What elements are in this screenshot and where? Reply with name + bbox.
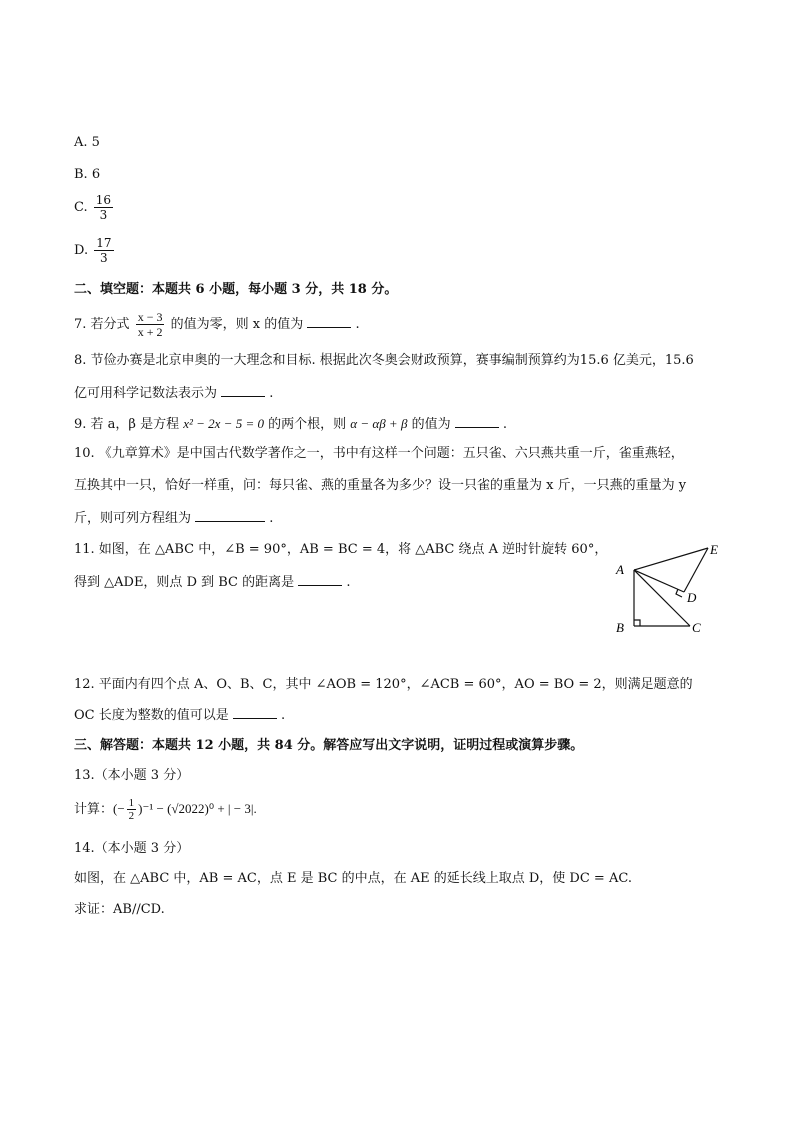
choice-d-numerator: 17 — [96, 236, 112, 250]
choice-c-fraction — [94, 193, 113, 222]
question-9 — [74, 415, 507, 434]
question-14-title: 14.（本小题 3 分） — [74, 841, 190, 856]
choice-c-numerator: 16 — [95, 193, 112, 207]
question-11-line1: 11. 如图，在 △ABC 中，∠B = 90°，AB = BC = 4，将 △ABC 绕点 A 逆时针旋转 60°， — [74, 542, 608, 557]
choice-d — [74, 236, 116, 265]
question-11-line2 — [74, 573, 351, 592]
choice-d-denominator: 3 — [100, 251, 108, 265]
q11-answer-blank — [298, 573, 342, 586]
choice-b: B. 6 — [74, 167, 101, 182]
label-b: B — [616, 620, 624, 635]
label-d: D — [687, 590, 697, 605]
q9-end: . — [502, 417, 508, 432]
choice-c — [74, 193, 115, 222]
question-12-line1: 12. 平面内有四个点 A、O、B、C，其中 ∠AOB = 120°，∠ACB = 60°，AO = BO = 2，则满足题意的 — [74, 677, 693, 692]
q8-answer-blank — [221, 384, 265, 397]
q9-post: 的值为 — [411, 417, 451, 432]
question-13-expression — [74, 797, 257, 822]
q7-numerator: x − 3 — [137, 310, 163, 324]
q9-mid: 的两个根，则 — [268, 417, 347, 432]
q7-pre: 7. 若分式 — [74, 317, 130, 332]
q9-pre: 9. 若 a，β 是方程 — [74, 417, 180, 432]
question-10-line3 — [74, 509, 273, 528]
q9-expression: α − αβ + β — [350, 416, 408, 431]
q11-end: . — [346, 575, 351, 590]
q10-line3-text: 斤，则可列方程组为 — [74, 511, 192, 526]
question-14-line1: 如图，在 △ABC 中，AB = AC，点 E 是 BC 的中点，在 AE 的延长线上取点 D，使 DC = AC. — [74, 871, 632, 886]
question-8-line2 — [74, 384, 273, 403]
right-angle-mark-b — [634, 620, 640, 626]
q12-answer-blank — [233, 706, 277, 719]
question-7 — [74, 310, 360, 339]
q10-answer-blank — [195, 509, 265, 522]
label-c: C — [692, 620, 701, 635]
q10-end: . — [269, 511, 274, 526]
choice-a: A. 5 — [74, 135, 100, 150]
question-8-line1: 8. 节俭办赛是北京申奥的一大理念和目标. 根据此次冬奥会财政预算，赛事编制预算约为15.6 亿美元，15.6 — [74, 353, 694, 368]
q13-post: )⁻¹ − (√2022)⁰ + | − 3|. — [138, 801, 257, 816]
question-10-line2: 互换其中一只，恰好一样重，问：每只雀、燕的重量各为多少？设一只雀的重量为 x 斤，一只燕的重量为 y — [74, 478, 687, 493]
q7-denominator: x + 2 — [137, 325, 163, 339]
q8-end: . — [269, 386, 274, 401]
q13-fraction — [127, 797, 137, 822]
q13-numerator: 1 — [128, 797, 135, 809]
q9-equation: x² − 2x − 5 = 0 — [183, 416, 264, 431]
choice-c-label: C. — [74, 200, 88, 215]
segment-ac — [634, 570, 690, 626]
section2-heading: 二、填空题：本题共 6 小题，每小题 3 分，共 18 分。 — [74, 282, 398, 297]
q7-end: . — [355, 317, 360, 332]
section3-heading: 三、解答题：本题共 12 小题，共 84 分。解答应写出文字说明，证明过程或演算步骤。 — [74, 738, 584, 753]
q9-answer-blank — [455, 415, 499, 428]
question-10-line1: 10. 《九章算术》是中国古代数学著作之一，书中有这样一个问题：五只雀、六只燕共重一斤，雀重燕轻， — [74, 446, 684, 461]
question-12-line2 — [74, 706, 285, 725]
q13-denominator: 2 — [128, 810, 135, 822]
q11-triangle-figure — [612, 540, 730, 635]
q7-post: 的值为零，则 x 的值为 — [170, 317, 304, 332]
q7-answer-blank — [307, 315, 351, 328]
q13-pre: 计算：(− — [74, 801, 125, 816]
q12-line2-text: OC 长度为整数的值可以是 — [74, 708, 229, 723]
segment-ad — [634, 570, 684, 592]
choice-d-fraction — [94, 236, 113, 265]
question-13-title: 13.（本小题 3 分） — [74, 768, 190, 783]
q12-end: . — [281, 708, 286, 723]
choice-d-label: D. — [74, 243, 89, 258]
label-a: A — [616, 562, 624, 577]
q7-fraction — [136, 310, 165, 339]
label-e: E — [710, 542, 718, 557]
choice-c-denominator: 3 — [99, 208, 108, 222]
segment-ae — [634, 548, 708, 570]
q11-line2-text: 得到 △ADE，则点 D 到 BC 的距离是 — [74, 575, 295, 590]
q8-line2-text: 亿可用科学记数法表示为 — [74, 386, 218, 401]
question-14-line2: 求证：AB//CD. — [74, 902, 165, 917]
